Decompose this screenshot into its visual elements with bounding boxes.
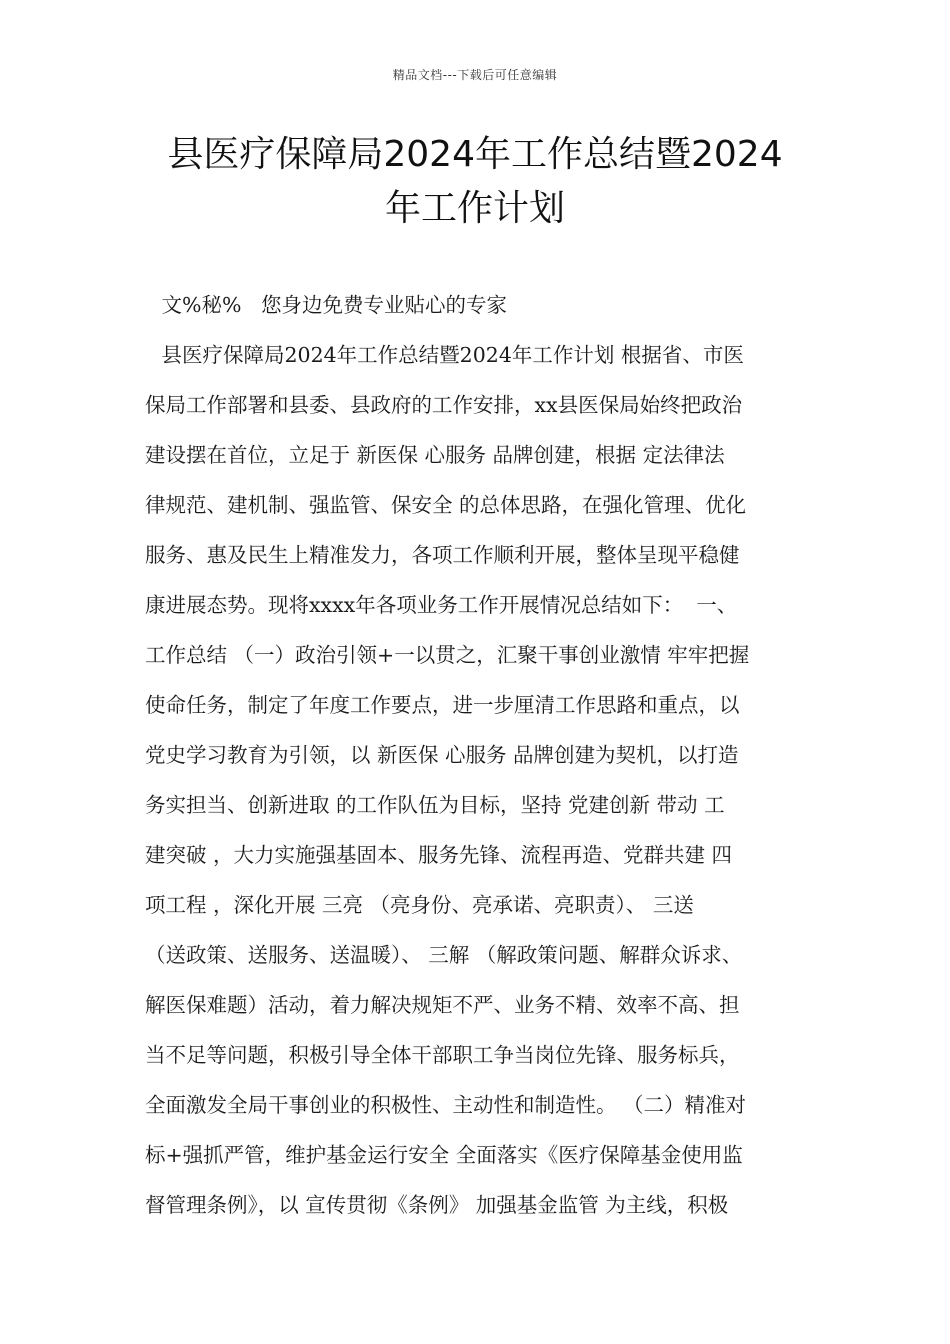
body-line: 全面激发全局干事创业的积极性、主动性和制造性。 （二）精准对	[145, 1093, 747, 1117]
body-line: 当不足等问题，积极引导全体干部职工争当岗位先锋、服务标兵，	[145, 1043, 740, 1067]
body-line: 使命任务，制定了年度工作要点，进一步厘清工作思路和重点，以	[145, 693, 740, 717]
body-line: 律规范、建机制、强监管、保安全 的总体思路，在强化管理、优化	[145, 493, 747, 517]
title-line-2: 年工作计划	[384, 188, 565, 229]
body-line: 文%秘% 您身边免费专业贴心的专家	[155, 293, 508, 317]
body-line: 建突破 ，大力实施强基固本、服务先锋、流程再造、党群共建 四	[145, 843, 733, 867]
header-note: 精品文档---下载后可任意编辑	[392, 68, 558, 82]
body-line: 服务、惠及民生上精准发力，各项工作顺利开展，整体呈现平稳健	[145, 543, 740, 567]
document-title	[120, 128, 830, 236]
body-line: （送政策、送服务、送温暖）、 三解 （解政策问题、解群众诉求、	[145, 943, 743, 967]
body-line: 工作总结 （一）政治引领+一以贯之，汇聚干事创业激情 牢牢把握	[145, 643, 750, 667]
body-line: 保局工作部署和县委、县政府的工作安排，xx县医保局始终把政治	[145, 393, 743, 417]
title-line-1: 县医疗保障局2024年工作总结暨2024	[167, 134, 783, 175]
document-body	[145, 280, 825, 1230]
body-line: 解医保难题）活动，着力解决规矩不严、业务不精、效率不高、担	[145, 993, 740, 1017]
body-line: 县医疗保障局2024年工作总结暨2024年工作计划 根据省、市医	[155, 343, 744, 367]
body-line: 康进展态势。现将xxxx年各项业务工作开展情况总结如下： 一、	[145, 593, 738, 617]
body-line: 标+强抓严管，维护基金运行安全 全面落实《医疗保障基金使用监	[145, 1143, 743, 1167]
body-line: 务实担当、创新进取 的工作队伍为目标，坚持 党建创新 带动 工	[145, 793, 725, 817]
body-line: 项工程 ，深化开展 三亮 （亮身份、亮承诺、亮职责）、 三送	[145, 893, 694, 917]
body-line: 党史学习教育为引领，以 新医保 心服务 品牌创建为契机，以打造	[145, 743, 739, 767]
body-line: 督管理条例》，以 宣传贯彻《条例》 加强基金监管 为主线，积极	[145, 1193, 729, 1217]
body-line: 建设摆在首位，立足于 新医保 心服务 品牌创建，根据 定法律法	[145, 443, 725, 467]
